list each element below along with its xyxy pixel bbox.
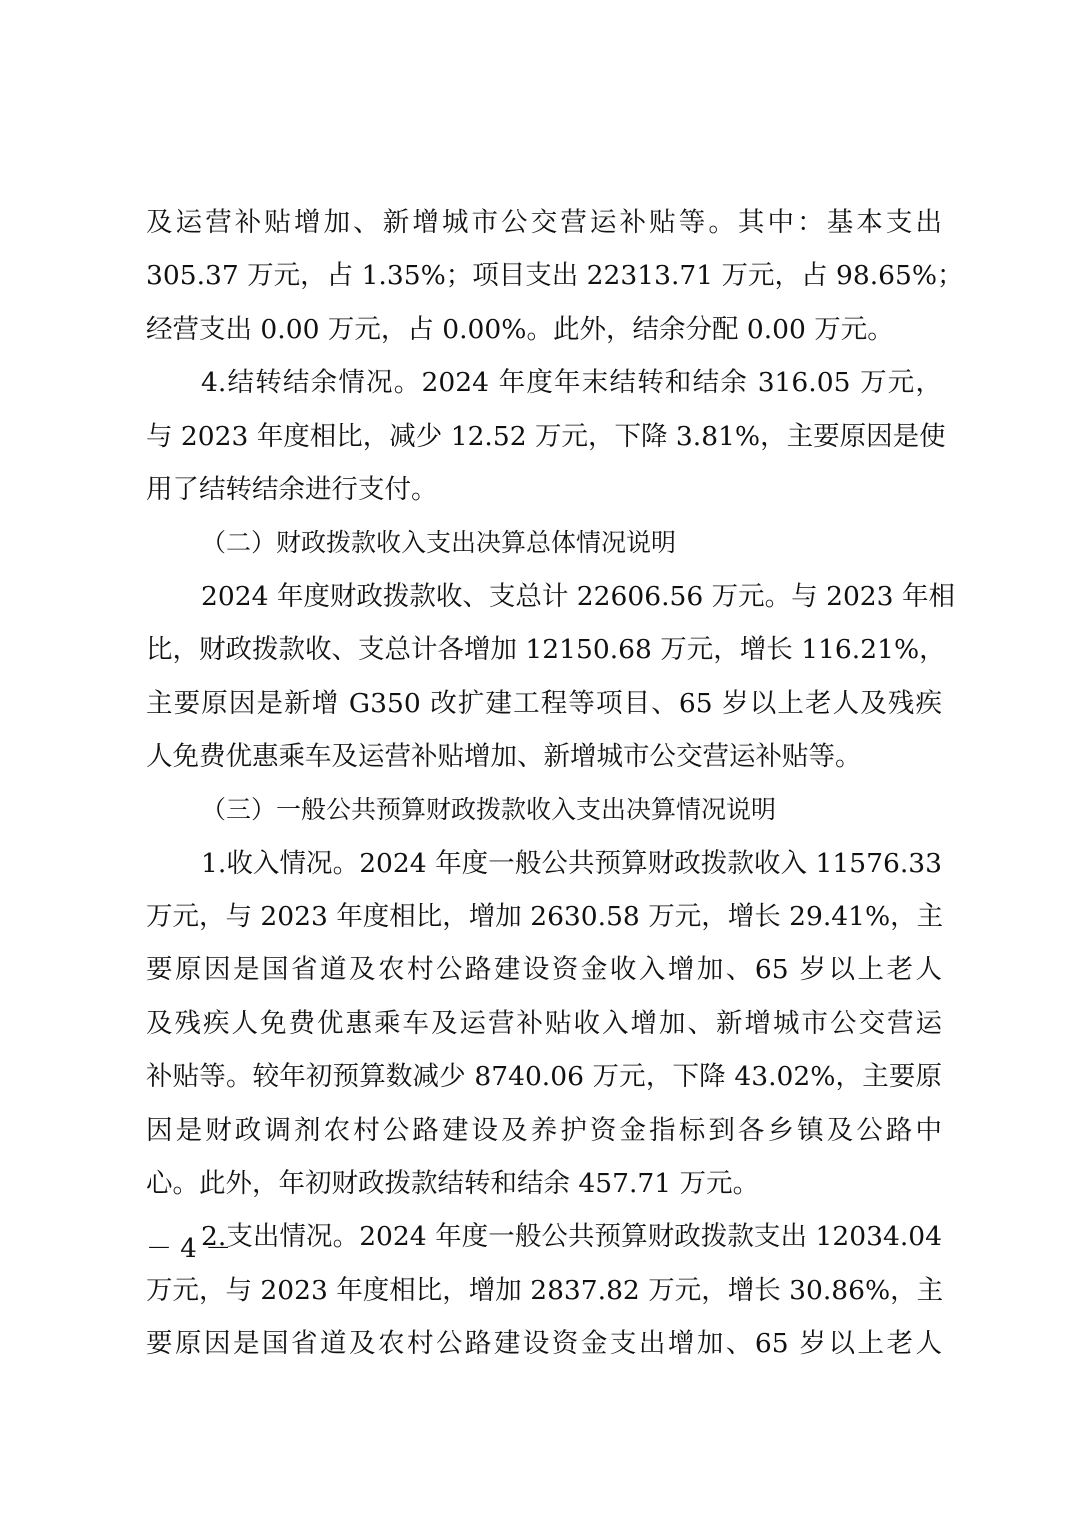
text-line: 补贴等。较年初预算数减少 8740.06 万元，下降 43.02%，主要原 <box>146 1061 942 1093</box>
text-line: 要原因是国省道及农村公路建设资金收入增加、65 岁以上老人 <box>146 954 942 986</box>
text-line: 人免费优惠乘车及运营补贴增加、新增城市公交营运补贴等。 <box>146 740 862 772</box>
text-line: 2024 年度财政拨款收、支总计 22606.56 万元。与 2023 年相 <box>201 580 955 612</box>
text-line: 305.37 万元，占 1.35%；项目支出 22313.71 万元，占 98.65%； <box>146 260 964 292</box>
document-body <box>146 196 964 1371</box>
text-line: 主要原因是新增 G350 改扩建工程等项目、65 岁以上老人及残疾 <box>146 687 942 719</box>
page-number: － 4 － <box>146 1234 232 1264</box>
text-line: 万元，与 2023 年度相比，增加 2837.82 万元，增长 30.86%，主 <box>146 1274 944 1306</box>
text-line: 比，财政拨款收、支总计各增加 12150.68 万元，增长 116.21%， <box>146 634 946 666</box>
text-line: 要原因是国省道及农村公路建设资金支出增加、65 岁以上老人 <box>146 1328 942 1360</box>
text-line: 1.收入情况。2024 年度一般公共预算财政拨款收入 11576.33 <box>201 847 942 879</box>
text-line: 因是财政调剂农村公路建设及养护资金指标到各乡镇及公路中 <box>146 1114 942 1146</box>
text-line: 万元，与 2023 年度相比，增加 2630.58 万元，增长 29.41%，主 <box>146 901 944 933</box>
section-heading: （二）财政拨款收入支出决算总体情况说明 <box>201 528 677 558</box>
section-heading: （三）一般公共预算财政拨款收入支出决算情况说明 <box>201 795 777 825</box>
text-line: 与 2023 年度相比，减少 12.52 万元，下降 3.81%，主要原因是使 <box>146 420 946 452</box>
text-line: 心。此外，年初财政拨款结转和结余 457.71 万元。 <box>146 1168 760 1200</box>
text-line: 用了结转结余进行支付。 <box>146 473 438 505</box>
text-line: 4.结转结余情况。2024 年度年末结转和结余 316.05 万元， <box>201 367 942 399</box>
text-line: 经营支出 0.00 万元，占 0.00%。此外，结余分配 0.00 万元。 <box>146 313 894 345</box>
text-line: 及残疾人免费优惠乘车及运营补贴收入增加、新增城市公交营运 <box>146 1007 942 1039</box>
text-line: 及运营补贴增加、新增城市公交营运补贴等。其中：基本支出 <box>146 207 942 238</box>
text-line: 2.支出情况。2024 年度一般公共预算财政拨款支出 12034.04 <box>201 1221 942 1253</box>
